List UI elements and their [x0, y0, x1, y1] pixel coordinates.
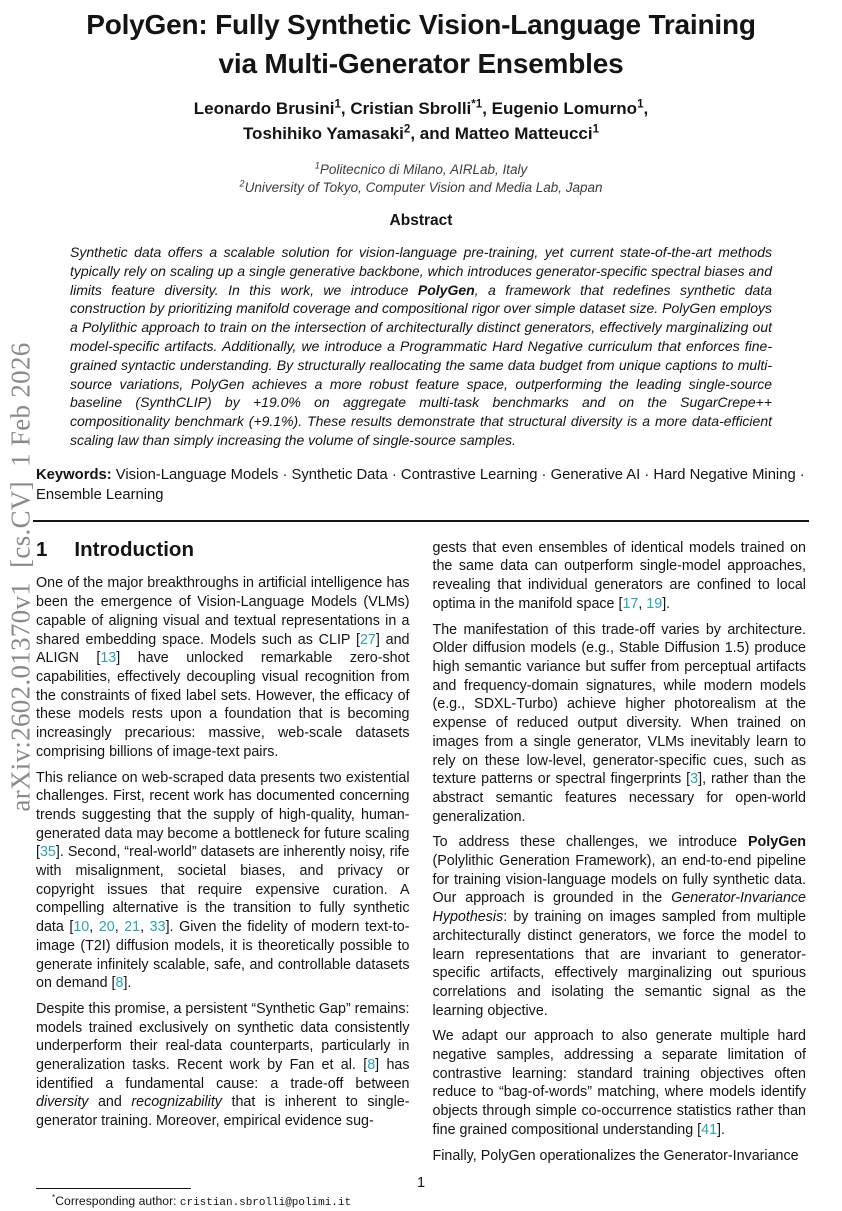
text-segment: , and Matteo Matteucci — [410, 124, 593, 143]
author-list — [0, 96, 842, 146]
citation-link[interactable]: 20 — [98, 919, 115, 936]
text-segment: cristian.sbrolli@polimi.it — [179, 1196, 352, 1209]
section-number: 1 — [36, 537, 48, 561]
text-segment: recognizability — [131, 1094, 222, 1111]
text-segment: diversity — [36, 1094, 89, 1111]
text-segment: gests that even ensembles of identical models trained on the same data can outperform single-model approaches, revealing that individual generators are confined to local optima in the manifold space [ — [432, 539, 806, 612]
citation-link[interactable]: 21 — [124, 919, 141, 936]
text-segment: 1 — [592, 123, 600, 136]
text-segment: , — [638, 595, 647, 612]
text-segment: , Cristian Sbrolli — [340, 99, 472, 118]
paragraph — [433, 1147, 807, 1166]
affiliation-1 — [0, 161, 842, 179]
text-segment: , a framework that redefines synthetic data construction by prioritizing manifold coverage and compositional rigor over simple dataset size. PolyGen employs a Polylithic approach to train on the intersection of architecturally distinct generators, effectively marginalizing out model-specific artifacts. Additionally, we introduce a Programmatic Hard Negative curriculum that enforces fine-grained syntactic understanding. By structurally reallocating the same data budget from unique captions to multi-source variations, PolyGen achieves a more robust feature space, outperforming the leading single-source baseline (SynthCLIP) by +19.0% on aggregate multi-task benchmarks and on the SugarCrepe++ compositionality benchmark (+9.1%). These results demonstrate that structural diversity is a more data-efficient scaling law than simply increasing the volume of single-source samples. — [70, 281, 772, 448]
abstract-body — [70, 243, 772, 450]
citation-link[interactable]: 17 — [622, 595, 639, 612]
text-segment: Corresponding author: — [55, 1193, 180, 1208]
text-segment: Finally, PolyGen operationalizes the Generator-Invariance — [432, 1147, 799, 1164]
text-segment: ] have unlocked remarkable zero-shot capabilities, effectively decoupling visual recognition from the constraints of fixed label sets. However, the efficacy of these models rests upon a foundation that is becoming increasingly precarious: massive, web-scale datasets comprising billions of image-text pairs. — [36, 650, 410, 760]
text-segment: 1 — [314, 160, 320, 171]
text-segment: PolyGen — [748, 834, 806, 851]
text-segment: This reliance on web-scraped data presents two existential challenges. First, recent work has documented concerning trends suggesting that the supply of high-quality, human-generated data may become a bottleneck for future scaling [ — [36, 769, 410, 861]
affiliations — [0, 161, 842, 196]
text-segment: ] has identified a fundamental cause: a trade-off between — [36, 1057, 410, 1092]
footnote-text — [36, 1191, 410, 1211]
text-segment: ]. Second, “real-world” datasets are inherently noisy, rife with misalignment, societal biases, and privacy or copyright issues that require expensive curation. A compelling alternative is the transition to fully synthetic data [ — [36, 844, 410, 936]
text-segment: ]. — [662, 595, 671, 612]
page-number: 1 — [416, 1175, 426, 1191]
text-segment: that is inherent to single-generator training. Moreover, empirical evidence sug- — [36, 1094, 410, 1130]
text-segment: To address these challenges, we introduce — [432, 834, 748, 851]
citation-link[interactable]: 13 — [100, 650, 117, 667]
text-segment: The manifestation of this trade-off varies by architecture. Older diffusion models (e.g., Stable Diffusion 1.5) produce high semantic variance but suffer from perceptual artifacts and frequency-domain signatures, while modern models (e.g., SDXL-Turbo) achieve higher photorealism at the expense of reduced output diversity. When trained on images from a single generator, VLMs inevitably learn to rely on these low-level, generator-specific cues, such as texture patterns or spectral fingerprints [ — [432, 621, 806, 788]
paper-header — [0, 0, 842, 196]
text-segment: Vision-Language Models · Synthetic Data · Contrastive Learning · Generative AI · Hard Negative Mining · Ensemble Learning — [36, 466, 805, 503]
text-segment: Toshihiko Yamasaki — [242, 124, 404, 143]
text-segment: 1 — [637, 98, 644, 111]
section-heading-introduction — [36, 537, 410, 561]
citation-link[interactable]: 41 — [701, 1121, 718, 1138]
paragraph — [36, 574, 410, 761]
text-segment: , — [89, 919, 99, 936]
paragraph — [433, 833, 807, 1020]
right-column — [433, 539, 807, 1211]
two-column-body — [36, 539, 806, 1211]
text-segment: , — [140, 919, 150, 936]
header-rule — [33, 520, 809, 522]
text-segment: , Eugenio Lomurno — [482, 99, 638, 118]
text-segment: * — [52, 1191, 56, 1202]
section-title: Introduction — [74, 537, 194, 561]
citation-link[interactable]: 27 — [359, 631, 376, 648]
text-segment: University of Tokyo, Computer Vision and Media Lab, Japan — [244, 179, 603, 195]
text-segment: 1 — [334, 98, 341, 111]
left-column — [36, 539, 410, 1211]
text-segment: Synthetic data offers a scalable solution for vision-language pre-training, yet current state-of-the-art methods typically rely on scaling up a single generative backbone, which introduces generator-specific spectral biases and limits feature diversity. In this work, we introduce — [70, 244, 772, 298]
citation-link[interactable]: 3 — [690, 771, 699, 788]
text-segment: *1 — [471, 98, 483, 111]
abstract-heading: Abstract — [389, 212, 453, 229]
arxiv-watermark-text: arXiv:2602.01370v1 [cs.CV] 1 Feb 2026 — [5, 342, 36, 812]
text-segment: ]. Given the fidelity of modern text-to-image (T2I) diffusion models, it is theoretically possible to generate infinitely scalable, safe, and controllable datasets on demand [ — [36, 919, 410, 992]
citation-link[interactable]: 8 — [115, 975, 124, 992]
author-line-1 — [0, 96, 842, 121]
text-segment: We adapt our approach to also generate multiple hard negative samples, addressing a separate limitation of contrastive learning: standard training objectives often reduce to “bag-of-words” matching, where models identify objects through simple co-occurrence statistics rather than fine grained compositional understanding [ — [432, 1028, 806, 1138]
text-segment: and — [88, 1094, 132, 1111]
citation-link[interactable]: 10 — [73, 919, 90, 936]
text-segment: ] and ALIGN [ — [36, 631, 410, 667]
citation-link[interactable]: 35 — [39, 844, 56, 861]
author-line-2 — [0, 121, 842, 146]
text-segment: ], rather than the abstract semantic features necessary for open-world generalization. — [432, 771, 806, 825]
paper-title-line2: via Multi-Generator Ensembles — [218, 48, 624, 79]
paper-title — [0, 5, 842, 83]
paragraph — [433, 621, 807, 827]
paper-title-line1: PolyGen: Fully Synthetic Vision-Language Training — [86, 9, 756, 40]
text-segment: Politecnico di Milano, AIRLab, Italy — [319, 162, 528, 177]
text-segment: (Polylithic Generation Framework), an end-to-end pipeline for training vision-language models on fully synthetic data. Our approach is grounded in the — [432, 853, 806, 907]
citation-link[interactable]: 19 — [646, 595, 663, 612]
text-segment: , — [114, 919, 125, 936]
paragraph — [433, 539, 807, 614]
paragraph — [36, 769, 410, 993]
text-segment: PolyGen — [417, 281, 475, 298]
text-segment: , — [643, 99, 649, 118]
text-segment: : by training on images sampled from multiple architecturally distinct generators, we force the model to learn representations that are invariant to generator-specific artifacts, effectively marginalizing out spurious correlations and isolating the semantic signal as the learning objective. — [432, 909, 806, 1019]
text-segment: Generator-Invariance Hypothesis — [432, 890, 806, 926]
citation-link[interactable]: 8 — [367, 1057, 376, 1074]
abstract-section — [34, 212, 808, 450]
citation-link[interactable]: 33 — [149, 919, 166, 936]
text-segment: Keywords: — [36, 466, 112, 483]
affiliation-2 — [0, 179, 842, 197]
text-segment: One of the major breakthroughs in artificial intelligence has been the emergence of Vision-Language Models (VLMs) capable of aligning visual and textual representations in a shared embedding space. Models such as CLIP [ — [36, 575, 410, 648]
paragraph — [36, 1000, 410, 1131]
text-segment: Leonardo Brusini — [193, 99, 335, 118]
text-segment: 2 — [403, 123, 411, 136]
text-segment: 2 — [239, 178, 245, 188]
paragraph — [433, 1027, 807, 1139]
text-segment: ]. — [123, 975, 132, 992]
text-segment: Despite this promise, a persistent “Synthetic Gap” remains: models trained exclusively on synthetic data consistently underperform their real-data counterparts, particularly in generalization tasks. Recent work by Fan et al. [ — [36, 1000, 410, 1074]
keywords — [36, 465, 806, 505]
text-segment: ]. — [717, 1121, 725, 1138]
